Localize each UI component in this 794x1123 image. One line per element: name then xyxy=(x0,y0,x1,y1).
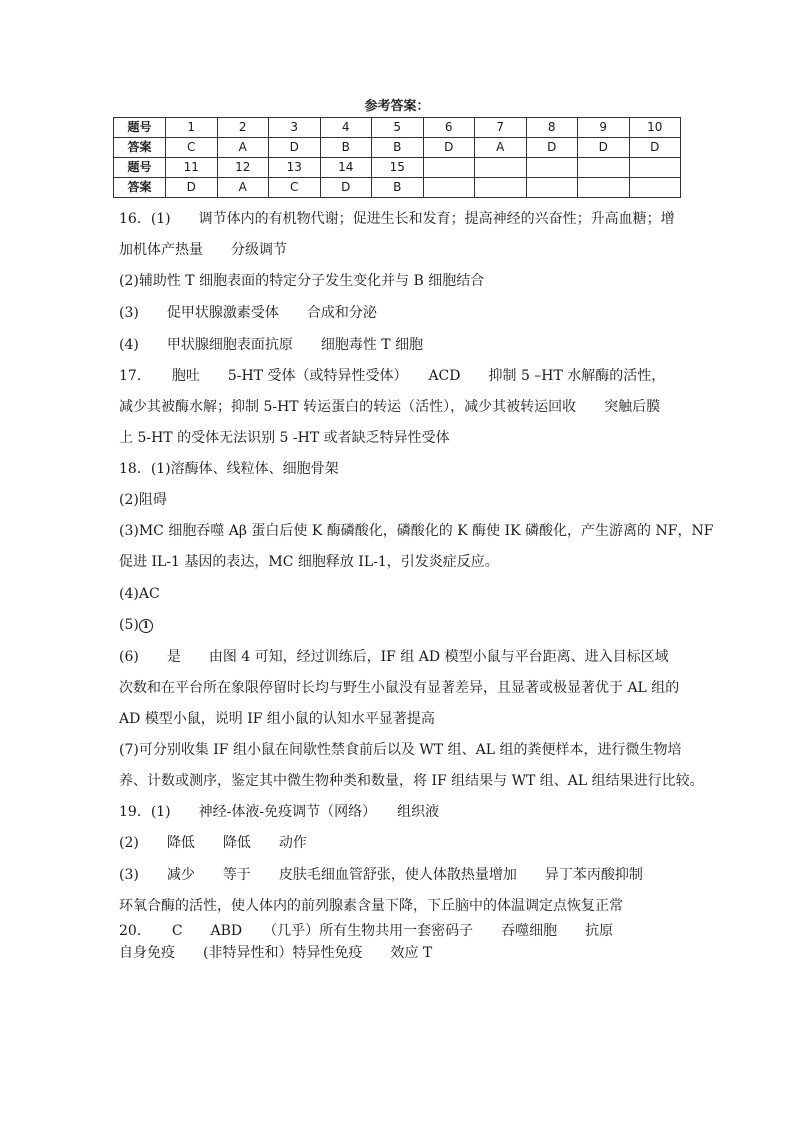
answer-line: (2)阻碍 xyxy=(119,492,167,508)
table-cell: 4 xyxy=(320,118,372,138)
table-cell: D xyxy=(320,178,372,198)
table-cell: 3 xyxy=(269,118,321,138)
table-cell: D xyxy=(526,138,578,158)
table-cell xyxy=(475,158,527,178)
answer-line: (4)AC xyxy=(119,586,160,602)
answer-line: (3) 促甲状腺激素受体 合成和分泌 xyxy=(119,305,377,321)
table-cell: 9 xyxy=(578,118,630,138)
answer-line: (3)MC 细胞吞噬 Aβ 蛋白后使 K 酶磷酸化，磷酸化的 K 酶使 IK 磷酸化，产生游离的 NF，NF xyxy=(119,523,714,539)
answer-line: 加机体产热量 分级调节 xyxy=(119,242,287,258)
table-cell: 8 xyxy=(526,118,578,138)
table-cell: D xyxy=(578,138,630,158)
answer-line: (2)辅助性 T 细胞表面的特定分子发生变化并与 B 细胞结合 xyxy=(119,273,485,289)
table-cell xyxy=(578,178,630,198)
circled-number: 1 xyxy=(139,619,153,633)
table-cell: A xyxy=(217,138,269,158)
table-cell: 7 xyxy=(475,118,527,138)
table-cell: 2 xyxy=(217,118,269,138)
answer-line: (2) 降低 降低 动作 xyxy=(119,835,307,851)
table-cell: A xyxy=(217,178,269,198)
answer-line: 减少其被酶水解；抑制 5-HT 转运蛋白的转运（活性），减少其被转运回收 突触后膜 xyxy=(119,399,661,415)
answer-line: 16．(1) 调节体内的有机物代谢；促进生长和发育；提高神经的兴奋性；升高血糖；增 xyxy=(119,211,675,227)
table-cell xyxy=(629,158,681,178)
answer-line: 促进 IL-1 基因的表达，MC 细胞释放 IL-1，引发炎症反应。 xyxy=(119,554,499,570)
table-cell xyxy=(526,178,578,198)
table-cell: D xyxy=(629,138,681,158)
table-cell: D xyxy=(166,178,218,198)
answer-line: (6) 是 由图 4 可知，经过训练后，IF 组 AD 模型小鼠与平台距离、进入目标区域 xyxy=(119,649,669,665)
table-row xyxy=(114,178,681,198)
page-title: 参考答案： xyxy=(364,99,430,114)
answer-line: (7)可分别收集 IF 组小鼠在间歇性禁食前后以及 WT 组、AL 组的粪便样本，进行微生物培 xyxy=(119,742,682,758)
table-cell: B xyxy=(372,138,424,158)
table-cell: 14 xyxy=(320,158,372,178)
row-label: 题号 xyxy=(114,118,166,138)
table-cell: B xyxy=(320,138,372,158)
row-label: 答案 xyxy=(114,178,166,198)
table-cell: C xyxy=(269,178,321,198)
answer-line: 养、计数或测序，鉴定其中微生物种类和数量，将 IF 组结果与 WT 组、AL 组结果进行比较。 xyxy=(119,773,704,789)
answer-line: (3) 减少 等于 皮肤毛细血管舒张，使人体散热量增加 异丁苯丙酸抑制 xyxy=(119,867,643,883)
answer-line: 上 5-HT 的受体无法识别 5 -HT 或者缺乏特异性受体 xyxy=(119,430,450,446)
answer-line: 19．(1) 神经-体液-免疫调节（网络） 组织液 xyxy=(119,804,440,820)
answer-line-5 xyxy=(119,616,153,634)
row-label: 答案 xyxy=(114,138,166,158)
table-cell xyxy=(526,158,578,178)
table-cell xyxy=(578,158,630,178)
table-cell xyxy=(423,158,475,178)
table-cell: 10 xyxy=(629,118,681,138)
answer-table xyxy=(113,117,681,198)
table-cell: C xyxy=(166,138,218,158)
answer-line: 自身免疫 (非特异性和）特异性免疫 效应 T xyxy=(119,945,433,961)
answer-line: 环氧合酶的活性，使人体内的前列腺素含量下降，下丘脑中的体温调定点恢复正常 xyxy=(119,898,623,914)
answer-line: 20． C ABD （几乎）所有生物共用一套密码子 吞噬细胞 抗原 xyxy=(119,923,614,939)
table-cell: 13 xyxy=(269,158,321,178)
table-row xyxy=(114,138,681,158)
table-cell: A xyxy=(475,138,527,158)
table-cell: 1 xyxy=(166,118,218,138)
answer-line: 17． 胞吐 5-HT 受体（或特异性受体） ACD 抑制 5 –HT 水解酶的活性， xyxy=(119,368,666,384)
row-label: 题号 xyxy=(114,158,166,178)
answer-line: AD 模型小鼠，说明 IF 组小鼠的认知水平显著提高 xyxy=(119,711,435,727)
table-cell xyxy=(423,178,475,198)
answer-line: 次数和在平台所在象限停留时长均与野生小鼠没有显著差异，且显著或极显著优于 AL 组的 xyxy=(119,680,680,696)
table-cell: D xyxy=(423,138,475,158)
table-row xyxy=(114,158,681,178)
table-cell: 6 xyxy=(423,118,475,138)
table-cell xyxy=(475,178,527,198)
table-cell: 11 xyxy=(166,158,218,178)
table-cell: B xyxy=(372,178,424,198)
table-cell: 15 xyxy=(372,158,424,178)
table-cell: 12 xyxy=(217,158,269,178)
answer-line-label: (5) xyxy=(119,617,139,633)
table-cell: D xyxy=(269,138,321,158)
table-row xyxy=(114,118,681,138)
table-cell: 5 xyxy=(372,118,424,138)
answer-line: 18．(1)溶酶体、线粒体、细胞骨架 xyxy=(119,461,339,477)
table-cell xyxy=(629,178,681,198)
answer-line: (4) 甲状腺细胞表面抗原 细胞毒性 T 细胞 xyxy=(119,337,424,353)
